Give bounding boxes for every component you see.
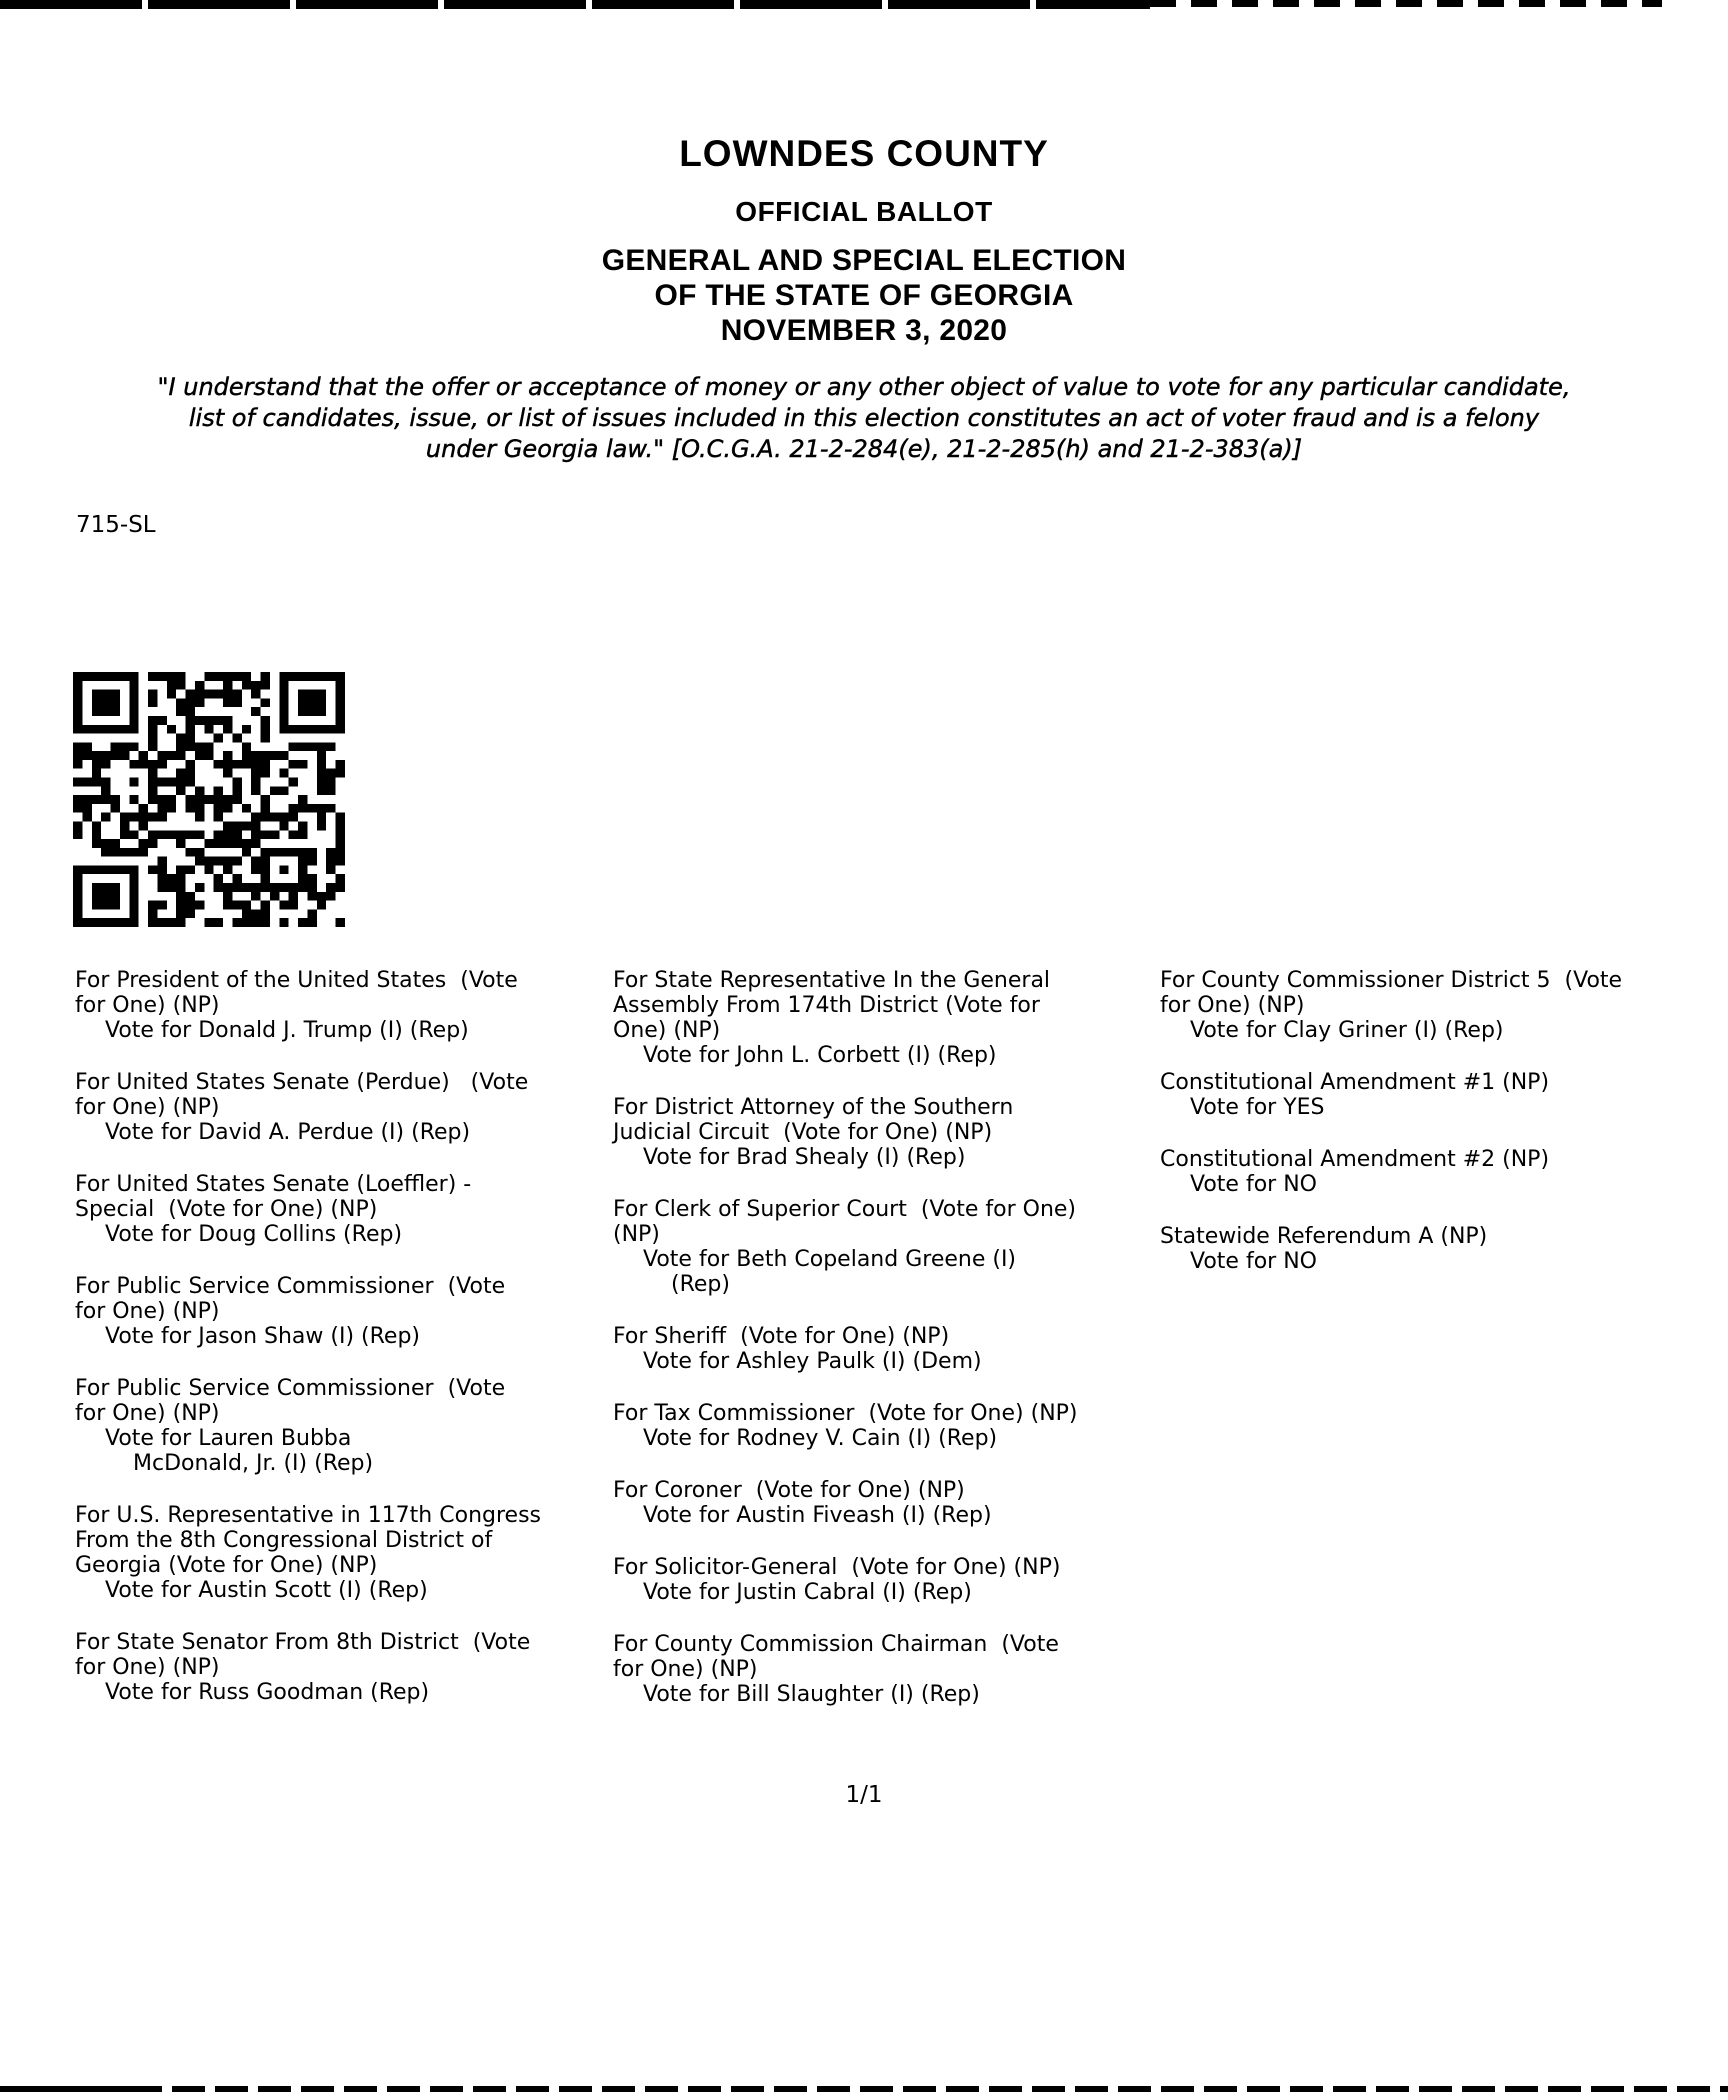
- contest-title-line: From the 8th Congressional District of: [75, 1528, 493, 1553]
- contest-vote-line: Vote for Donald J. Trump (I) (Rep): [105, 1018, 469, 1043]
- contest-title-line: For County Commission Chairman (Vote: [613, 1632, 1059, 1657]
- contest: [1160, 1070, 1622, 1120]
- contest: [613, 1478, 1078, 1528]
- disclaimer-line: list of candidates, issue, or list of issues included in this election constitutes an act of voter fraud and is a felony: [188, 404, 1540, 432]
- contest-vote-line: Vote for Jason Shaw (I) (Rep): [105, 1324, 421, 1349]
- contest-vote-line: Vote for NO: [1190, 1172, 1317, 1197]
- election-title-line: OF THE STATE OF GEORGIA: [654, 279, 1074, 312]
- disclaimer-line: "I understand that the offer or acceptance of money or any other object of value to vote for any particular candidate,: [157, 373, 1571, 401]
- scan-artifact-bottom: [0, 2086, 1728, 2092]
- contest: [1160, 968, 1622, 1043]
- contest: [75, 1274, 541, 1349]
- contest-title-line: for One) (NP): [1160, 993, 1305, 1018]
- contest: [613, 1632, 1078, 1707]
- contest-column-3: [1160, 968, 1622, 1301]
- contest-title-line: One) (NP): [613, 1018, 721, 1043]
- election-title: [0, 243, 1728, 348]
- contest: [1160, 1147, 1622, 1197]
- contest: [613, 1555, 1078, 1605]
- contest-title-line: For County Commissioner District 5 (Vote: [1160, 968, 1623, 993]
- contest-title-line: For United States Senate (Perdue) (Vote: [75, 1070, 529, 1095]
- election-title-line: NOVEMBER 3, 2020: [720, 314, 1008, 347]
- contest-vote-line: (Rep): [671, 1272, 730, 1297]
- qr-code: [73, 672, 345, 927]
- contest-title-line: For Coroner (Vote for One) (NP): [613, 1478, 965, 1503]
- contest: [613, 1324, 1078, 1374]
- contest-title-line: For Clerk of Superior Court (Vote for One): [613, 1197, 1076, 1222]
- scan-artifact-bottom-left: [0, 2086, 142, 2092]
- contest-vote-line: Vote for Ashley Paulk (I) (Dem): [643, 1349, 982, 1374]
- contest-column-2: [613, 968, 1078, 1734]
- contest-title-line: For Solicitor-General (Vote for One) (NP): [613, 1555, 1061, 1580]
- contest-title-line: For State Senator From 8th District (Vote: [75, 1630, 531, 1655]
- contest-title-line: Constitutional Amendment #2 (NP): [1160, 1147, 1550, 1172]
- contest: [613, 1095, 1078, 1170]
- contest-vote-line: Vote for Austin Fiveash (I) (Rep): [643, 1503, 992, 1528]
- contest-vote-line: Vote for Justin Cabral (I) (Rep): [643, 1580, 972, 1605]
- contest-title-line: (NP): [613, 1222, 660, 1247]
- contest-vote-line: Vote for Doug Collins (Rep): [105, 1222, 403, 1247]
- contest-title-line: For District Attorney of the Southern: [613, 1095, 1014, 1120]
- contest-vote-line: Vote for NO: [1190, 1249, 1317, 1274]
- ballot-type-title: OFFICIAL BALLOT: [735, 196, 993, 227]
- scan-artifact-top-right: [1150, 0, 1662, 7]
- contest-title-line: Constitutional Amendment #1 (NP): [1160, 1070, 1550, 1095]
- contest: [613, 1197, 1078, 1297]
- contest-title-line: Statewide Referendum A (NP): [1160, 1224, 1488, 1249]
- contest: [1160, 1224, 1622, 1274]
- contest: [75, 968, 541, 1043]
- page-number: 1/1: [845, 1782, 883, 1808]
- contest-vote-line: Vote for Brad Shealy (I) (Rep): [643, 1145, 966, 1170]
- contest: [75, 1630, 541, 1705]
- contest-title-line: for One) (NP): [75, 993, 220, 1018]
- scan-artifact-top-left: [0, 0, 1150, 9]
- contest-title-line: for One) (NP): [613, 1657, 758, 1682]
- contest-title-line: for One) (NP): [75, 1095, 220, 1120]
- fraud-disclaimer: [0, 372, 1728, 465]
- contest-title-line: For President of the United States (Vote: [75, 968, 518, 993]
- contest: [75, 1503, 541, 1603]
- contest-vote-line: Vote for Austin Scott (I) (Rep): [105, 1578, 428, 1603]
- contest-title-line: Georgia (Vote for One) (NP): [75, 1553, 378, 1578]
- county-title: LOWNDES COUNTY: [679, 133, 1049, 174]
- contest-vote-line: Vote for Russ Goodman (Rep): [105, 1680, 430, 1705]
- contest-title-line: For United States Senate (Loeffler) -: [75, 1172, 472, 1197]
- contest: [613, 1401, 1078, 1451]
- contest: [613, 968, 1078, 1068]
- disclaimer-line: under Georgia law." [O.C.G.A. 21-2-284(e), 21-2-285(h) and 21-2-383(a)]: [425, 435, 1303, 463]
- contest-title-line: Assembly From 174th District (Vote for: [613, 993, 1040, 1018]
- contest-column-1: [75, 968, 541, 1732]
- contest-title-line: for One) (NP): [75, 1401, 220, 1426]
- contest-vote-line: Vote for Clay Griner (I) (Rep): [1190, 1018, 1504, 1043]
- contest-vote-line: Vote for Beth Copeland Greene (I): [643, 1247, 1017, 1272]
- contest-vote-line: Vote for YES: [1190, 1095, 1325, 1120]
- contest-title-line: For Public Service Commissioner (Vote: [75, 1376, 506, 1401]
- contest: [75, 1070, 541, 1145]
- contest: [75, 1376, 541, 1476]
- contest-title-line: For State Representative In the General: [613, 968, 1051, 993]
- contest-vote-line: Vote for David A. Perdue (I) (Rep): [105, 1120, 471, 1145]
- contest-title-line: For Tax Commissioner (Vote for One) (NP): [613, 1401, 1078, 1426]
- contest-title-line: for One) (NP): [75, 1299, 220, 1324]
- contest-title-line: Judicial Circuit (Vote for One) (NP): [613, 1120, 993, 1145]
- contest-title-line: For Sheriff (Vote for One) (NP): [613, 1324, 950, 1349]
- election-title-line: GENERAL AND SPECIAL ELECTION: [601, 244, 1127, 277]
- contest-vote-line: McDonald, Jr. (I) (Rep): [133, 1451, 374, 1476]
- contest-vote-line: Vote for Rodney V. Cain (I) (Rep): [643, 1426, 998, 1451]
- contest: [75, 1172, 541, 1247]
- contest-title-line: for One) (NP): [75, 1655, 220, 1680]
- contest-title-line: For Public Service Commissioner (Vote: [75, 1274, 506, 1299]
- contest-title-line: Special (Vote for One) (NP): [75, 1197, 378, 1222]
- contest-title-line: For U.S. Representative in 117th Congress: [75, 1503, 541, 1528]
- contest-vote-line: Vote for John L. Corbett (I) (Rep): [643, 1043, 997, 1068]
- contest-vote-line: Vote for Lauren Bubba: [105, 1426, 352, 1451]
- contest-vote-line: Vote for Bill Slaughter (I) (Rep): [643, 1682, 980, 1707]
- precinct-code: 715-SL: [76, 512, 156, 538]
